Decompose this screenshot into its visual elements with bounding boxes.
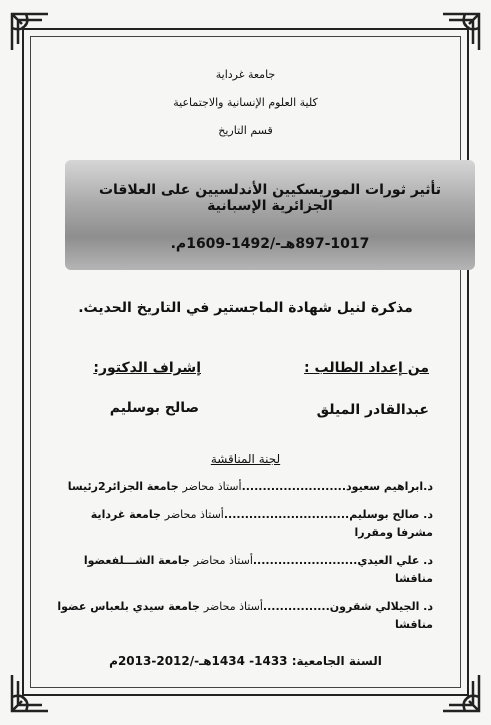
student-name: عبدالقادر الميلق — [316, 402, 429, 418]
jury-member-dots: ......................... — [241, 480, 347, 493]
jury-member — [53, 552, 433, 588]
jury-member-title: أستاذ محاضر — [164, 508, 224, 521]
faculty-name: كلية العلوم الإنسانية والاجتماعية — [173, 96, 318, 109]
academic-year: السنة الجامعية: 1433- 1434هـ-/2012-2013م — [109, 654, 382, 668]
corner-ornament-icon — [439, 671, 483, 715]
jury-member-title: أستاذ محاضر — [182, 480, 242, 493]
thesis-title: تأثير ثورات الموريسكيين الأندلسيين على العلاقات الجزائرية الإسبانية — [98, 182, 442, 214]
corner-ornament-icon — [8, 10, 52, 54]
jury-member-role: جامعة الجزائر2رئيسا — [67, 480, 179, 493]
supervisor-label: إشراف الدكتور: — [93, 360, 201, 376]
jury-member-dots: .............................. — [223, 508, 350, 521]
jury-member-name: د. صالح بوسليم — [349, 508, 433, 521]
corner-ornament-icon — [8, 671, 52, 715]
jury-member-title: أستاذ محاضر — [193, 554, 253, 567]
jury-member-name: د. الجيلالي شقرون — [329, 600, 433, 613]
corner-ornament-icon — [439, 10, 483, 54]
thesis-period: 897-1017هـ-/1492-1609م. — [170, 236, 370, 252]
jury-member — [53, 598, 433, 634]
degree-statement: مذكرة لنيل شهادة الماجستير في التاريخ الحديث. — [78, 300, 413, 316]
jury-title: لجنة المناقشة — [210, 452, 281, 466]
jury-member-dots: ......................... — [252, 554, 358, 567]
jury-member — [53, 506, 433, 542]
jury-member-role: جامعة غرداية مشرفا ومقررا — [90, 508, 433, 539]
jury-member-title: أستاذ محاضر — [203, 600, 263, 613]
title-band — [65, 160, 475, 270]
jury-member-role: جامعة سيدي بلعباس عضوا مناقشا — [57, 600, 433, 631]
student-label: من إعداد الطالب : — [304, 360, 429, 376]
jury-member-role: جامعة الشـــلفعضوا مناقشا — [83, 554, 433, 585]
supervisor-name: صالح بوسليم — [109, 400, 199, 416]
department-name: قسم التاريخ — [218, 124, 273, 137]
jury-member-dots: ................ — [262, 600, 330, 613]
jury-member-name: د. علي العيدي — [357, 554, 433, 567]
jury-member-name: د.ابراهيم سعيود — [346, 480, 433, 493]
university-name: جامعة غرداية — [215, 68, 276, 81]
jury-member — [53, 478, 433, 496]
